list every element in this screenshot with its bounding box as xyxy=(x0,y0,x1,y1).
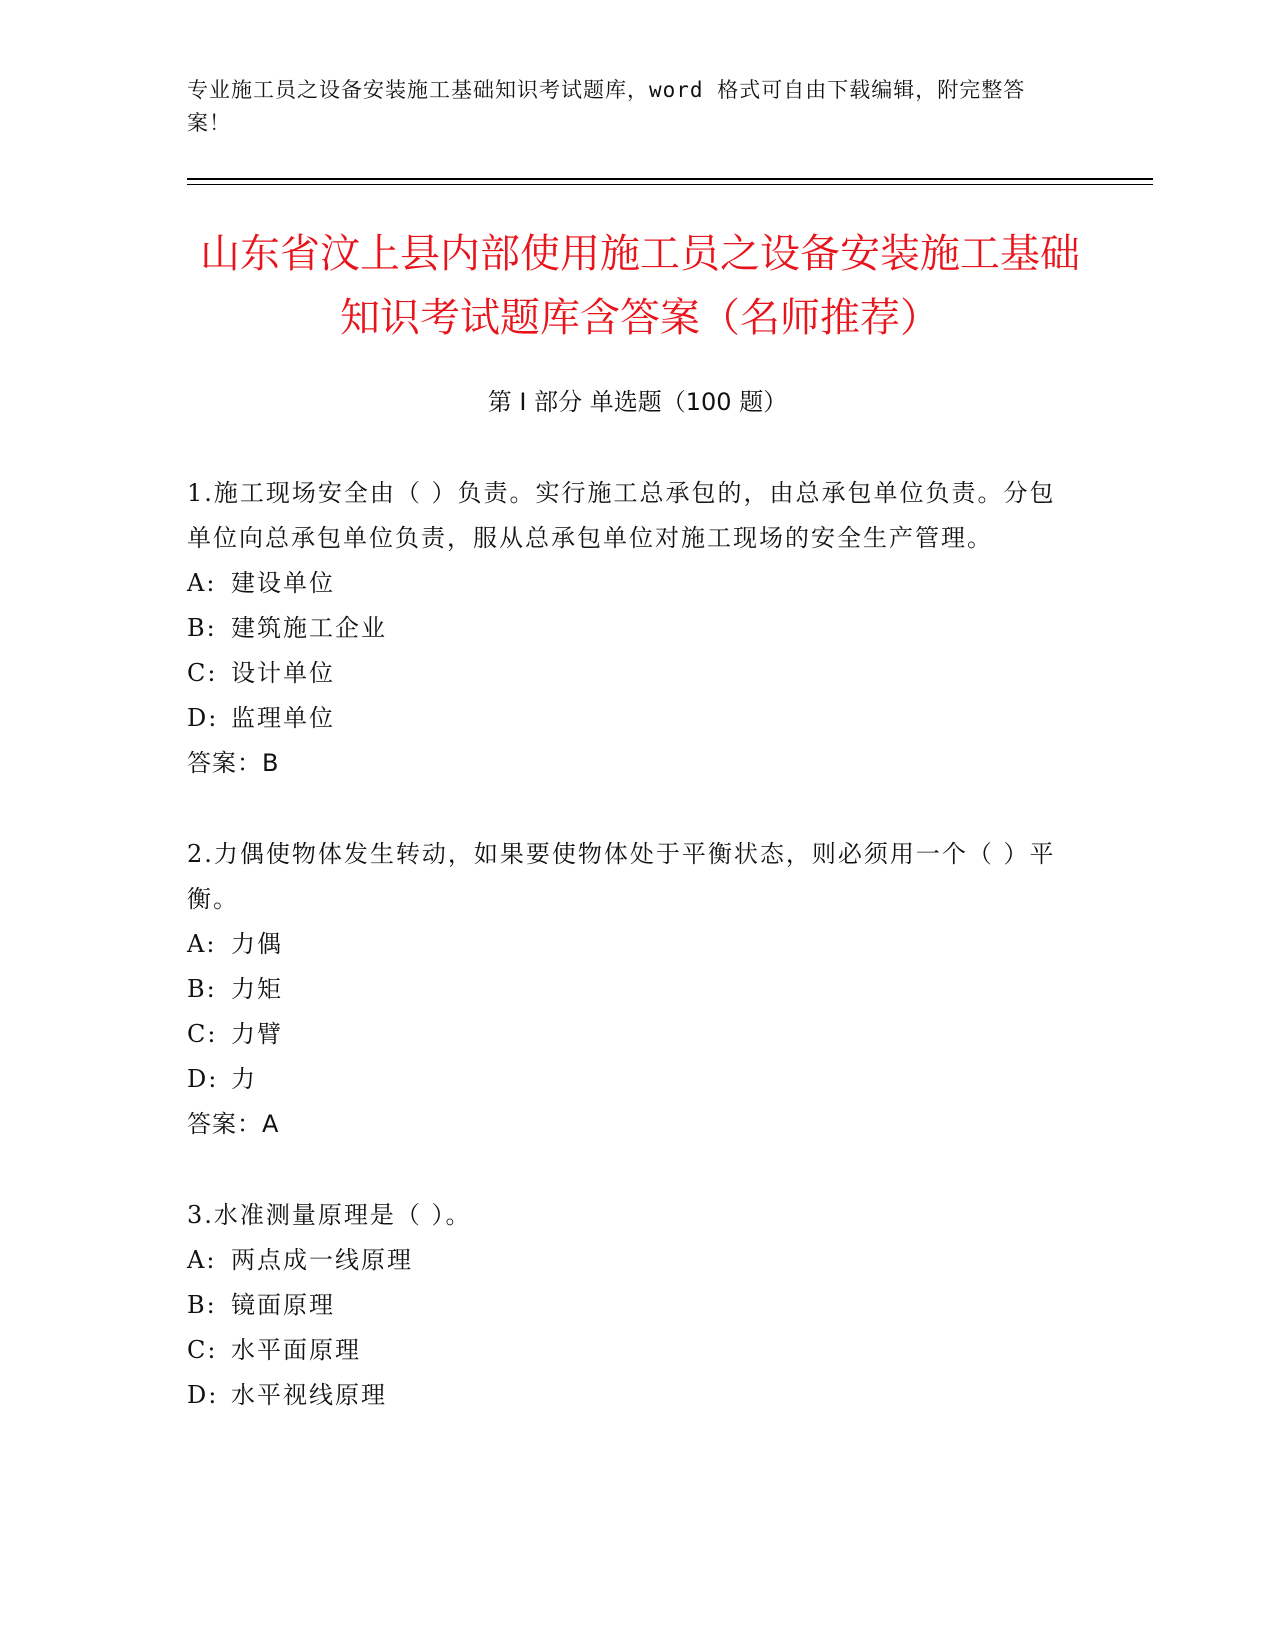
option-text: 建筑施工企业 xyxy=(231,614,387,642)
option-text: 镜面原理 xyxy=(231,1291,335,1319)
option-text: 两点成一线原理 xyxy=(231,1246,413,1274)
question-stem: 2.力偶使物体发生转动，如果要使物体处于平衡状态，则必须用一个（ ）平衡。 xyxy=(187,840,1056,913)
header-rule-thick xyxy=(187,178,1153,180)
option-text: 力臂 xyxy=(231,1020,283,1048)
question-item xyxy=(187,1193,1067,1418)
option-text: 力偶 xyxy=(231,930,283,958)
question-option xyxy=(187,1328,1067,1373)
option-text: 监理单位 xyxy=(231,704,335,732)
option-letter: B: xyxy=(187,975,217,1003)
section-heading: 第 I 部分 单选题（100 题） xyxy=(487,388,788,416)
option-letter: A: xyxy=(187,930,217,958)
option-letter: C: xyxy=(187,1020,218,1048)
question-option xyxy=(187,1012,1067,1057)
option-letter: A: xyxy=(187,569,217,597)
question-list xyxy=(187,471,1067,1464)
question-option xyxy=(187,561,1067,606)
option-text: 设计单位 xyxy=(231,659,335,687)
option-letter: C: xyxy=(187,659,218,687)
question-stem: 3.水准测量原理是（ ）。 xyxy=(187,1201,472,1229)
document-title: 山东省汶上县内部使用施工员之设备安装施工基础知识考试题库含答案（名师推荐） xyxy=(200,231,1080,341)
question-stem: 1.施工现场安全由（ ）负责。实行施工总承包的，由总承包单位负责。分包单位向总承包单位负责，服从总承包单位对施工现场的安全生产管理。 xyxy=(187,479,1056,552)
option-letter: D: xyxy=(187,1381,219,1409)
option-letter: A: xyxy=(187,1246,217,1274)
question-option xyxy=(187,1238,1067,1283)
question-option xyxy=(187,1283,1067,1328)
question-option xyxy=(187,922,1067,967)
header-note: 专业施工员之设备安装施工基础知识考试题库，word 格式可自由下载编辑，附完整答案！ xyxy=(187,78,1026,135)
question-option xyxy=(187,967,1067,1012)
question-item xyxy=(187,471,1067,786)
option-letter: B: xyxy=(187,614,217,642)
option-letter: D: xyxy=(187,1065,219,1093)
option-text: 力矩 xyxy=(231,975,283,1003)
option-text: 力 xyxy=(231,1065,257,1093)
question-option xyxy=(187,696,1067,741)
question-option xyxy=(187,1057,1067,1102)
option-letter: C: xyxy=(187,1336,218,1364)
option-text: 水平视线原理 xyxy=(231,1381,387,1409)
question-option xyxy=(187,1373,1067,1418)
option-text: 建设单位 xyxy=(231,569,335,597)
option-letter: D: xyxy=(187,704,219,732)
header-rule-thin xyxy=(187,184,1153,185)
question-option xyxy=(187,606,1067,651)
question-item xyxy=(187,832,1067,1147)
question-option xyxy=(187,651,1067,696)
option-letter: B: xyxy=(187,1291,217,1319)
question-answer: 答案：B xyxy=(187,749,280,777)
option-text: 水平面原理 xyxy=(231,1336,361,1364)
question-answer: 答案：A xyxy=(187,1110,280,1138)
